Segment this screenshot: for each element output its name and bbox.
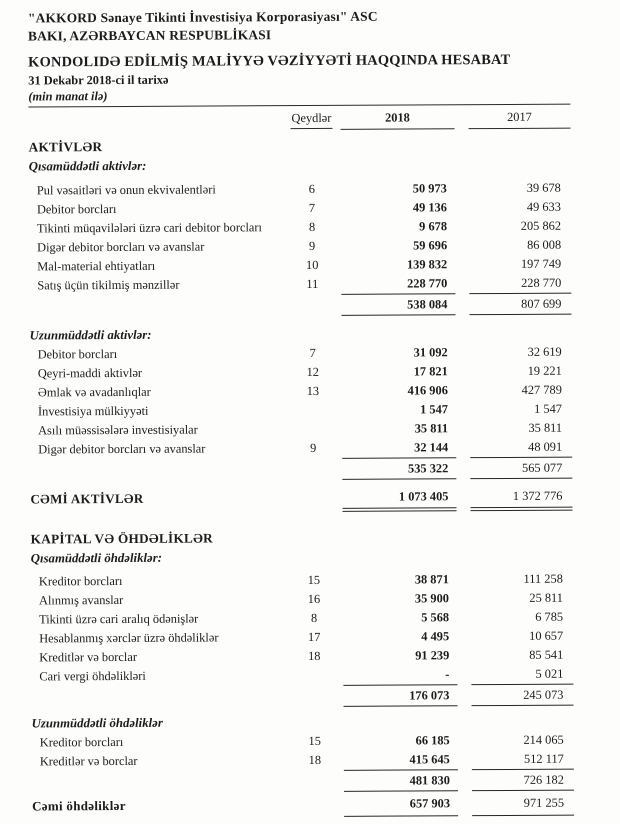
noncurrent-assets-subtotal-row <box>30 457 572 482</box>
value-2018: 66 185 <box>415 733 450 748</box>
subsection-current-liabilities-title: Qısamüddətli öhdəliklər: <box>30 550 162 566</box>
value-2018: 228 770 <box>407 276 448 291</box>
subtotal-2017: 245 073 <box>471 684 573 707</box>
company-name: "AKKORD Sənaye Tikinti İnvestisiya Korporasiyası" ASC <box>27 8 378 26</box>
note-ref: 17 <box>307 629 321 645</box>
value-2017: 86 008 <box>527 237 562 252</box>
value-2017: 10 657 <box>529 628 564 643</box>
report-date: 31 Dekabr 2018-ci il tarixə <box>28 72 169 88</box>
value-2018: 38 871 <box>414 572 449 587</box>
row-label: Əmlak və avadanlıqlar <box>37 384 151 400</box>
subtotal-2017: 726 182 <box>472 769 574 792</box>
value-2018: 59 696 <box>413 238 448 253</box>
value-2017: 205 862 <box>520 218 562 233</box>
note-ref: 18 <box>308 648 321 664</box>
value-2018: 49 136 <box>412 200 447 215</box>
noncurrent-assets-group <box>30 343 573 460</box>
note-ref <box>284 420 342 439</box>
noncurrent-liabilities-group <box>32 731 574 772</box>
current-assets-group <box>29 179 572 296</box>
row-label: Pul vəsaitləri və onun ekvivalentləri <box>36 182 216 198</box>
current-liabilities-group <box>31 570 574 687</box>
note-ref: 15 <box>307 572 321 588</box>
total-assets-row <box>30 486 572 512</box>
total-liabilities-2017: 971 255 <box>472 793 574 817</box>
subsection-noncurrent-liabilities-title: Uzunmüddətli öhdəliklər <box>31 715 163 731</box>
value-2017: 32 619 <box>527 344 562 359</box>
value-2018: 35 900 <box>414 591 450 606</box>
subtotal-2017: 807 699 <box>469 293 571 316</box>
column-header-row <box>28 107 570 132</box>
note-ref: 15 <box>308 733 321 749</box>
row-label: Cari vergi öhdəlikləri <box>39 668 146 684</box>
row-label: Alınmış avanslar <box>38 592 124 608</box>
row-label: Asılı müəssisələrə investisiyalar <box>38 422 198 438</box>
company-location: BAKI, AZƏRBAYCAN RESPUBLİKASI <box>27 27 272 44</box>
row-label: Qeyri-maddi aktivlər <box>37 365 143 381</box>
value-2018: 1 547 <box>420 402 449 417</box>
report-title: KONDOLIDƏ EDİLMİŞ MALİYYƏ VƏZİYYƏTİ HAQQINDA HESABAT <box>28 51 511 71</box>
row-label: Tikinti üzrə cari aralıq ödənişlər <box>39 611 199 627</box>
noncurrent-liabilities-subtotal-row <box>32 769 574 794</box>
value-2018: 91 239 <box>415 648 450 663</box>
note-ref <box>285 666 343 685</box>
value-2017: 39 678 <box>526 180 561 195</box>
subtotal-2018: 535 322 <box>342 457 456 480</box>
value-2018: 415 645 <box>409 752 450 767</box>
subtotal-2018: 481 830 <box>344 769 458 792</box>
row-label: Satış üçün tikilmiş mənzillər <box>37 277 180 293</box>
value-2018: 35 811 <box>414 421 449 436</box>
subtotal-2018: 176 073 <box>343 684 457 707</box>
value-2017: 19 221 <box>527 363 562 378</box>
subsection-noncurrent-assets-title: Uzunmüddətli aktivlər: <box>29 327 152 343</box>
note-ref: 9 <box>308 238 316 254</box>
row-label: Mal-material ehtiyatları <box>37 258 156 274</box>
subsection-current-assets-title: Qısamüddətli aktivlər: <box>28 158 147 174</box>
value-2017: 5 021 <box>535 666 564 681</box>
row-label: Digər debitor borcları və avanslar <box>37 239 205 255</box>
note-ref: 8 <box>308 219 316 235</box>
total-liabilities-row <box>32 793 574 819</box>
row-label: Kreditor borcları <box>39 734 124 750</box>
value-2018: 416 906 <box>407 383 448 398</box>
column-header-notes: Qeydlər <box>290 108 332 129</box>
value-2018: 50 973 <box>412 181 447 196</box>
column-header-2017: 2017 <box>468 107 570 130</box>
column-header-2018: 2018 <box>340 107 454 130</box>
subtotal-2017: 565 077 <box>470 457 572 480</box>
row-label: Hesablanmış xərclər üzrə öhdəliklər <box>39 630 219 646</box>
row-label: Tikinti müqavilələri üzrə cari debitor borcları <box>36 220 262 236</box>
row-label: Kreditor borcları <box>38 573 123 589</box>
total-assets-label: CƏMİ AKTİVLƏR <box>30 490 144 507</box>
note-ref: 6 <box>308 181 315 197</box>
row-label: Debitor borcları <box>37 347 118 362</box>
note-ref: 7 <box>308 200 316 216</box>
current-assets-subtotal-row <box>29 293 571 318</box>
value-2017: 49 633 <box>526 199 561 214</box>
value-2017: 111 258 <box>523 571 563 586</box>
current-liabilities-subtotal-row <box>31 684 573 709</box>
value-2018: 5 568 <box>421 610 450 625</box>
value-2018: 139 832 <box>406 257 448 272</box>
value-2017: 512 117 <box>523 751 564 766</box>
value-2017: 48 091 <box>528 439 563 454</box>
value-2017: 228 770 <box>521 275 562 290</box>
subtotal-2018: 538 084 <box>341 293 455 316</box>
value-2018: 17 821 <box>413 364 448 379</box>
section-assets-title: AKTİVLƏR <box>28 139 103 155</box>
row-label: Kreditlər və borclar <box>39 753 138 769</box>
row-label: İnvestisiya mülkiyyəti <box>37 403 149 419</box>
note-ref: 8 <box>310 610 318 625</box>
row-label: Digər debitor borcları və avanslar <box>38 441 206 457</box>
note-ref <box>284 401 342 420</box>
section-equity-liabilities-title: KAPİTAL VƏ ÖHDƏLİKLƏR <box>30 530 214 547</box>
value-2018: 9 678 <box>419 219 448 234</box>
note-ref: 16 <box>307 591 321 607</box>
row-label: Kreditlər və borclar <box>39 649 138 665</box>
note-ref: 18 <box>308 752 322 768</box>
note-ref: 12 <box>306 364 320 380</box>
value-2017: 214 065 <box>523 732 564 747</box>
value-2017: 85 541 <box>529 647 564 662</box>
value-2018: 31 092 <box>413 345 448 360</box>
value-2018: 4 495 <box>421 629 450 644</box>
value-2017: 25 811 <box>529 590 564 605</box>
value-2017: 6 785 <box>535 609 564 624</box>
value-2017: 197 749 <box>520 256 562 271</box>
total-assets-2018: 1 073 405 <box>342 486 456 512</box>
value-2017: 35 811 <box>528 420 563 435</box>
total-liabilities-label: Cəmi öhdəliklər <box>32 797 126 814</box>
total-assets-2017: 1 372 776 <box>470 486 572 512</box>
note-ref: 10 <box>305 257 319 273</box>
value-2017: 1 547 <box>534 401 563 416</box>
value-2018: 32 144 <box>414 440 449 455</box>
row-label: Debitor borcları <box>36 202 117 217</box>
units-note: (min manat ilə) <box>28 89 108 104</box>
note-ref: 11 <box>306 276 319 292</box>
value-2017: 427 789 <box>521 382 562 397</box>
note-ref: 7 <box>309 345 316 361</box>
note-ref: 9 <box>310 440 317 455</box>
total-liabilities-2018: 657 903 <box>344 793 458 817</box>
value-2018: - <box>445 667 450 682</box>
note-ref: 13 <box>306 383 320 399</box>
